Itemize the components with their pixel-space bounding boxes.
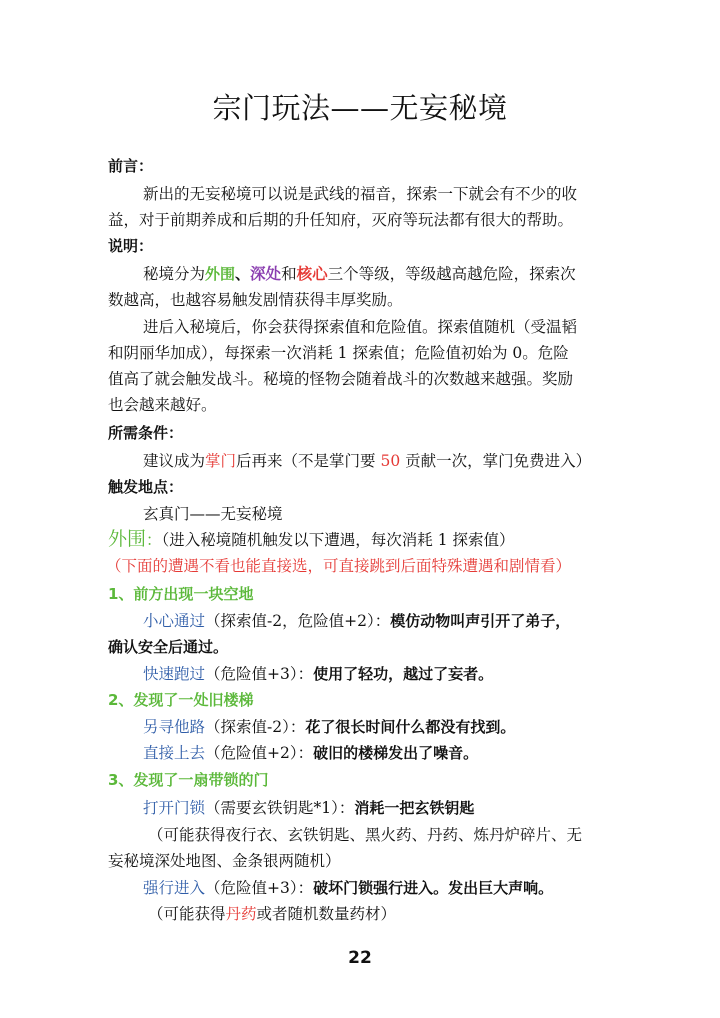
event-1-option-1-cont: 确认安全后通过。 bbox=[108, 638, 229, 656]
event-1-option-2: 快速跑过（危险值+3）：使用了轻功，越过了妄者。 bbox=[143, 665, 494, 683]
explain-p1-line-1: 秘境分为外围、深处和核心三个等级，等级越高越危险，探索次 bbox=[143, 265, 576, 283]
event-2-title: 2、发现了一处旧楼梯 bbox=[108, 691, 254, 709]
explain-label: 说明： bbox=[108, 237, 154, 255]
event-3-title: 3、发现了一扇带锁的门 bbox=[108, 771, 269, 789]
event-2-option-1: 另寻他路（探索值-2）：花了很长时间什么都没有找到。 bbox=[143, 718, 516, 736]
preface-line-1: 新出的无妄秘境可以说是武线的福音，探索一下就会有不少的收 bbox=[143, 185, 578, 203]
highlight-cost: 50 bbox=[380, 452, 401, 470]
requirement-text: 建议成为掌门后再来（不是掌门要 50 贡献一次，掌门免费进入） bbox=[143, 452, 592, 470]
preface-label: 前言： bbox=[108, 157, 154, 175]
highlight-pill: 丹药 bbox=[225, 905, 257, 923]
preface-line-2: 益，对于前期养成和后期的升任知府，灭府等玩法都有很大的帮助。 bbox=[108, 211, 574, 229]
level-outer: 外围 bbox=[205, 265, 236, 283]
outer-section: 外围：（进入秘境随机触发以下遭遇，每次消耗 1 探索值） bbox=[108, 528, 515, 550]
event-2-option-2: 直接上去（危险值+2）：破旧的楼梯发出了噪音。 bbox=[143, 744, 479, 762]
explain-p2-line-2: 和阴丽华加成），每探索一次消耗 1 探索值；危险值初始为 0。危险 bbox=[108, 344, 569, 362]
explain-p2-line-3: 值高了就会触发战斗。秘境的怪物会随着战斗的次数越来越强。奖励 bbox=[108, 370, 574, 388]
outer-notice: （下面的遭遇不看也能直接选，可直接跳到后面特殊遭遇和剧情看） bbox=[106, 557, 572, 575]
event-3-option-1: 打开门锁（需要玄铁钥匙*1）：消耗一把玄铁钥匙 bbox=[143, 799, 475, 817]
outer-label: 外围 bbox=[108, 528, 147, 550]
highlight-master: 掌门 bbox=[205, 452, 237, 470]
event-3-option-2-note: （可能获得丹药或者随机数量药材） bbox=[148, 905, 397, 923]
event-1-option-1: 小心通过（探索值-2，危险值+2）：模仿动物叫声引开了弟子， bbox=[143, 612, 571, 630]
explain-p2-line-1: 进后入秘境后，你会获得探索值和危险值。探索值随机（受温韬 bbox=[143, 318, 578, 336]
explain-p2-line-4: 也会越来越好。 bbox=[108, 396, 217, 414]
level-core: 核心 bbox=[296, 265, 328, 283]
explain-p1-line-2: 数越高，也越容易触发剧情获得丰厚奖励。 bbox=[108, 291, 403, 309]
event-1-title: 1、前方出现一块空地 bbox=[108, 585, 254, 603]
level-deep: 深处 bbox=[250, 265, 282, 283]
event-3-option-2: 强行进入（危险值+3）：破坏门锁强行进入。发出巨大声响。 bbox=[143, 879, 554, 897]
page-number: 22 bbox=[348, 948, 372, 968]
location-label: 触发地点： bbox=[108, 478, 184, 496]
event-3-option-1-note-1: （可能获得夜行衣、玄铁钥匙、黑火药、丹药、炼丹炉碎片、无 bbox=[148, 826, 583, 844]
event-3-option-1-note-2: 妄秘境深处地图、金条银两随机） bbox=[108, 852, 341, 870]
page-title: 宗门玩法——无妄秘境 bbox=[212, 91, 508, 125]
requirement-label: 所需条件： bbox=[108, 424, 184, 442]
location-text: 玄真门——无妄秘境 bbox=[143, 505, 283, 523]
